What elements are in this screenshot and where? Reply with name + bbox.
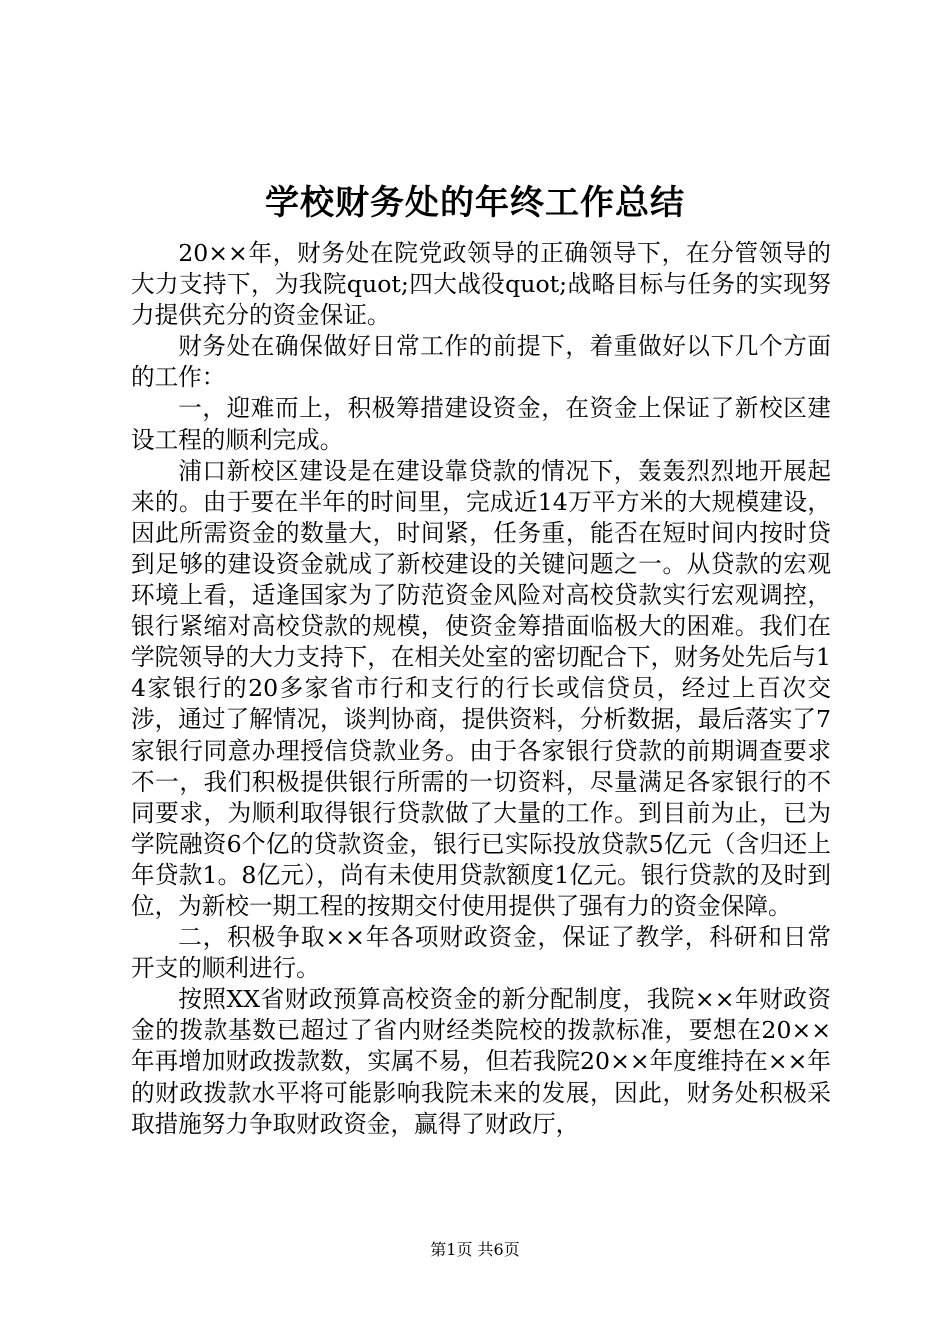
paragraph: 二，积极争取××年各项财政资金，保证了教学，科研和日常开支的顺利进行。 — [131, 923, 831, 983]
paragraph: 一，迎难而上，积极筹措建设资金，在资金上保证了新校区建设工程的顺利完成。 — [131, 394, 831, 454]
document-body — [131, 238, 831, 1140]
paragraph: 财务处在确保做好日常工作的前提下，着重做好以下几个方面的工作： — [131, 332, 831, 392]
document-title: 学校财务处的年终工作总结 — [265, 183, 685, 223]
paragraph: 浦口新校区建设是在建设靠贷款的情况下，轰轰烈烈地开展起来的。由于要在半年的时间里，完成近14万平方米的大规模建设，因此所需资金的数量大，时间紧，任务重，能否在短时间内按时贷到足够的建设资金就成了新校建设的关键问题之一。从贷款的宏观环境上看，适逢国家为了防范资金风险对高校贷款实行宏观调控，银行紧缩对高校贷款的规模，使资金筹措面临极大的困难。我们在学院领导的大力支持下，在相关处室的密切配合下，财务处先后与14家银行的20多家省市行和支行的行长或信贷员，经过上百次交涉，通过了解情况，谈判协商，提供资料，分析数据，最后落实了7家银行同意办理授信贷款业务。由于各家银行贷款的前期调查要求不一，我们积极提供银行所需的一切资料，尽量满足各家银行的不同要求，为顺利取得银行贷款做了大量的工作。到目前为止，已为学院融资6个亿的贷款资金，银行已实际投放贷款5亿元（含归还上年贷款1。8亿元），尚有未使用贷款额度1亿元。银行贷款的及时到位，为新校一期工程的按期交付使用提供了强有力的资金保障。 — [131, 456, 831, 920]
paragraph: 20××年，财务处在院党政领导的正确领导下，在分管领导的大力支持下，为我院quot;四大战役quot;战略目标与任务的实现努力提供充分的资金保证。 — [131, 239, 831, 330]
paragraph: 按照XX省财政预算高校资金的新分配制度，我院××年财政资金的拨款基数已超过了省内财经类院校的拨款标准，要想在20××年再增加财政拨款数，实属不易，但若我院20××年度维持在××年的财政拨款水平将可能影响我院未来的发展，因此，财务处积极采取措施努力争取财政资金，赢得了财政厅， — [131, 985, 831, 1138]
page-number-footer: 第1页 共6页 — [430, 1240, 520, 1259]
